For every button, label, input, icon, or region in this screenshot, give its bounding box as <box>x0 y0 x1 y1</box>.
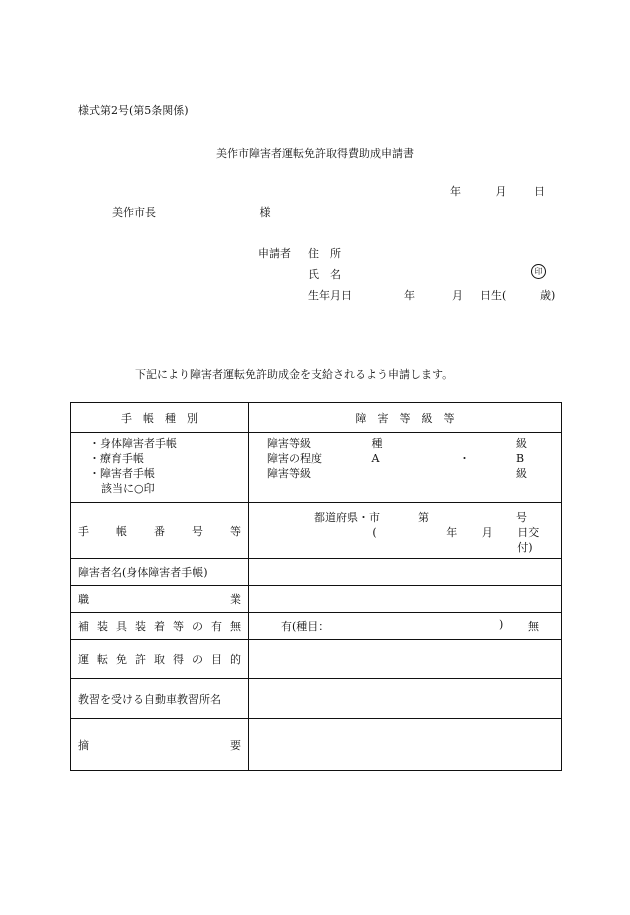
date-year-field[interactable]: 年 <box>450 185 461 198</box>
purpose-row <box>71 640 562 679</box>
notebook-number-label: 手 帳 番 号 等 <box>71 503 249 559</box>
disabled-name-row <box>71 559 562 586</box>
addressee <box>112 204 271 220</box>
notebook-number-field[interactable]: 都道府県・市 第 号 ( 年 月 日交付) <box>249 503 562 559</box>
summary-label: 摘 要 <box>71 719 249 771</box>
application-date <box>450 183 545 199</box>
date-month-field[interactable]: 月 <box>495 185 507 198</box>
type-disability[interactable]: ・障害者手帳 <box>89 467 155 480</box>
type-rehab[interactable]: ・療育手帳 <box>89 452 144 465</box>
notebook-number-row <box>71 503 562 559</box>
prosthesis-label: 補 装 具 装 着 等 の 有 無 <box>71 613 249 640</box>
document-title: 美作市障害者運転免許取得費助成申請書 <box>216 147 414 160</box>
notebook-type-list <box>71 433 249 503</box>
driving-school-label: 教習を受ける自動車教習所名 <box>71 679 249 719</box>
purpose-field[interactable] <box>249 640 562 679</box>
purpose-label: 運 転 免 許 取 得 の 目 的 <box>71 640 249 679</box>
grade-row[interactable]: 障害の程度 A ・ B <box>267 452 525 465</box>
type-physical[interactable]: ・身体障害者手帳 <box>89 437 177 450</box>
occupation-field[interactable] <box>249 586 562 613</box>
prosthesis-row <box>71 613 562 640</box>
prosthesis-yes-option[interactable]: 有(種目： <box>281 620 330 633</box>
form-number: 様式第2号(第5条関係) <box>78 104 189 117</box>
summary-field[interactable] <box>249 719 562 771</box>
type-instruction: 該当に○印 <box>101 482 155 495</box>
seal-mark: 印 <box>531 264 546 279</box>
addressee-name: 美作市長 <box>112 206 156 219</box>
summary-row <box>71 719 562 771</box>
disability-grade-cell <box>249 433 562 503</box>
applicant-block <box>258 243 555 306</box>
intro-text: 下記により障害者運転免許助成金を支給されるよう申請します。 <box>135 368 454 381</box>
birth-date-label: 生年月日 <box>308 289 352 302</box>
birth-day-field[interactable]: 日生( <box>480 289 507 302</box>
addressee-honorific: 様 <box>259 206 271 219</box>
prosthesis-field[interactable]: 有(種目： ) 無 <box>249 613 562 640</box>
notebook-type-row <box>71 433 562 503</box>
driving-school-field[interactable] <box>249 679 562 719</box>
birth-year-field[interactable]: 年 <box>404 289 415 302</box>
date-day-field[interactable]: 日 <box>534 185 545 198</box>
occupation-row <box>71 586 562 613</box>
notebook-type-header: 手 帳 種 別 <box>71 403 249 433</box>
disabled-name-field[interactable] <box>249 559 562 586</box>
prosthesis-no-option[interactable]: 無 <box>528 620 539 633</box>
grade-row[interactable]: 障害等級 級 <box>267 467 527 480</box>
driving-school-row <box>71 679 562 719</box>
applicant-heading: 申請者 <box>258 247 291 260</box>
name-field[interactable]: 氏 名 <box>308 268 341 281</box>
age-field[interactable]: 歳) <box>540 289 556 302</box>
birth-month-field[interactable]: 月 <box>452 289 463 302</box>
grade-row[interactable]: 障害等級 種 級 <box>267 437 527 450</box>
disability-grade-header: 障 害 等 級 等 <box>249 403 562 433</box>
address-field[interactable]: 住 所 <box>308 247 341 260</box>
application-table <box>70 402 562 771</box>
disabled-name-label: 障害者名(身体障害者手帳) <box>71 559 249 586</box>
table-header-row <box>71 403 562 433</box>
occupation-label: 職 業 <box>71 586 249 613</box>
